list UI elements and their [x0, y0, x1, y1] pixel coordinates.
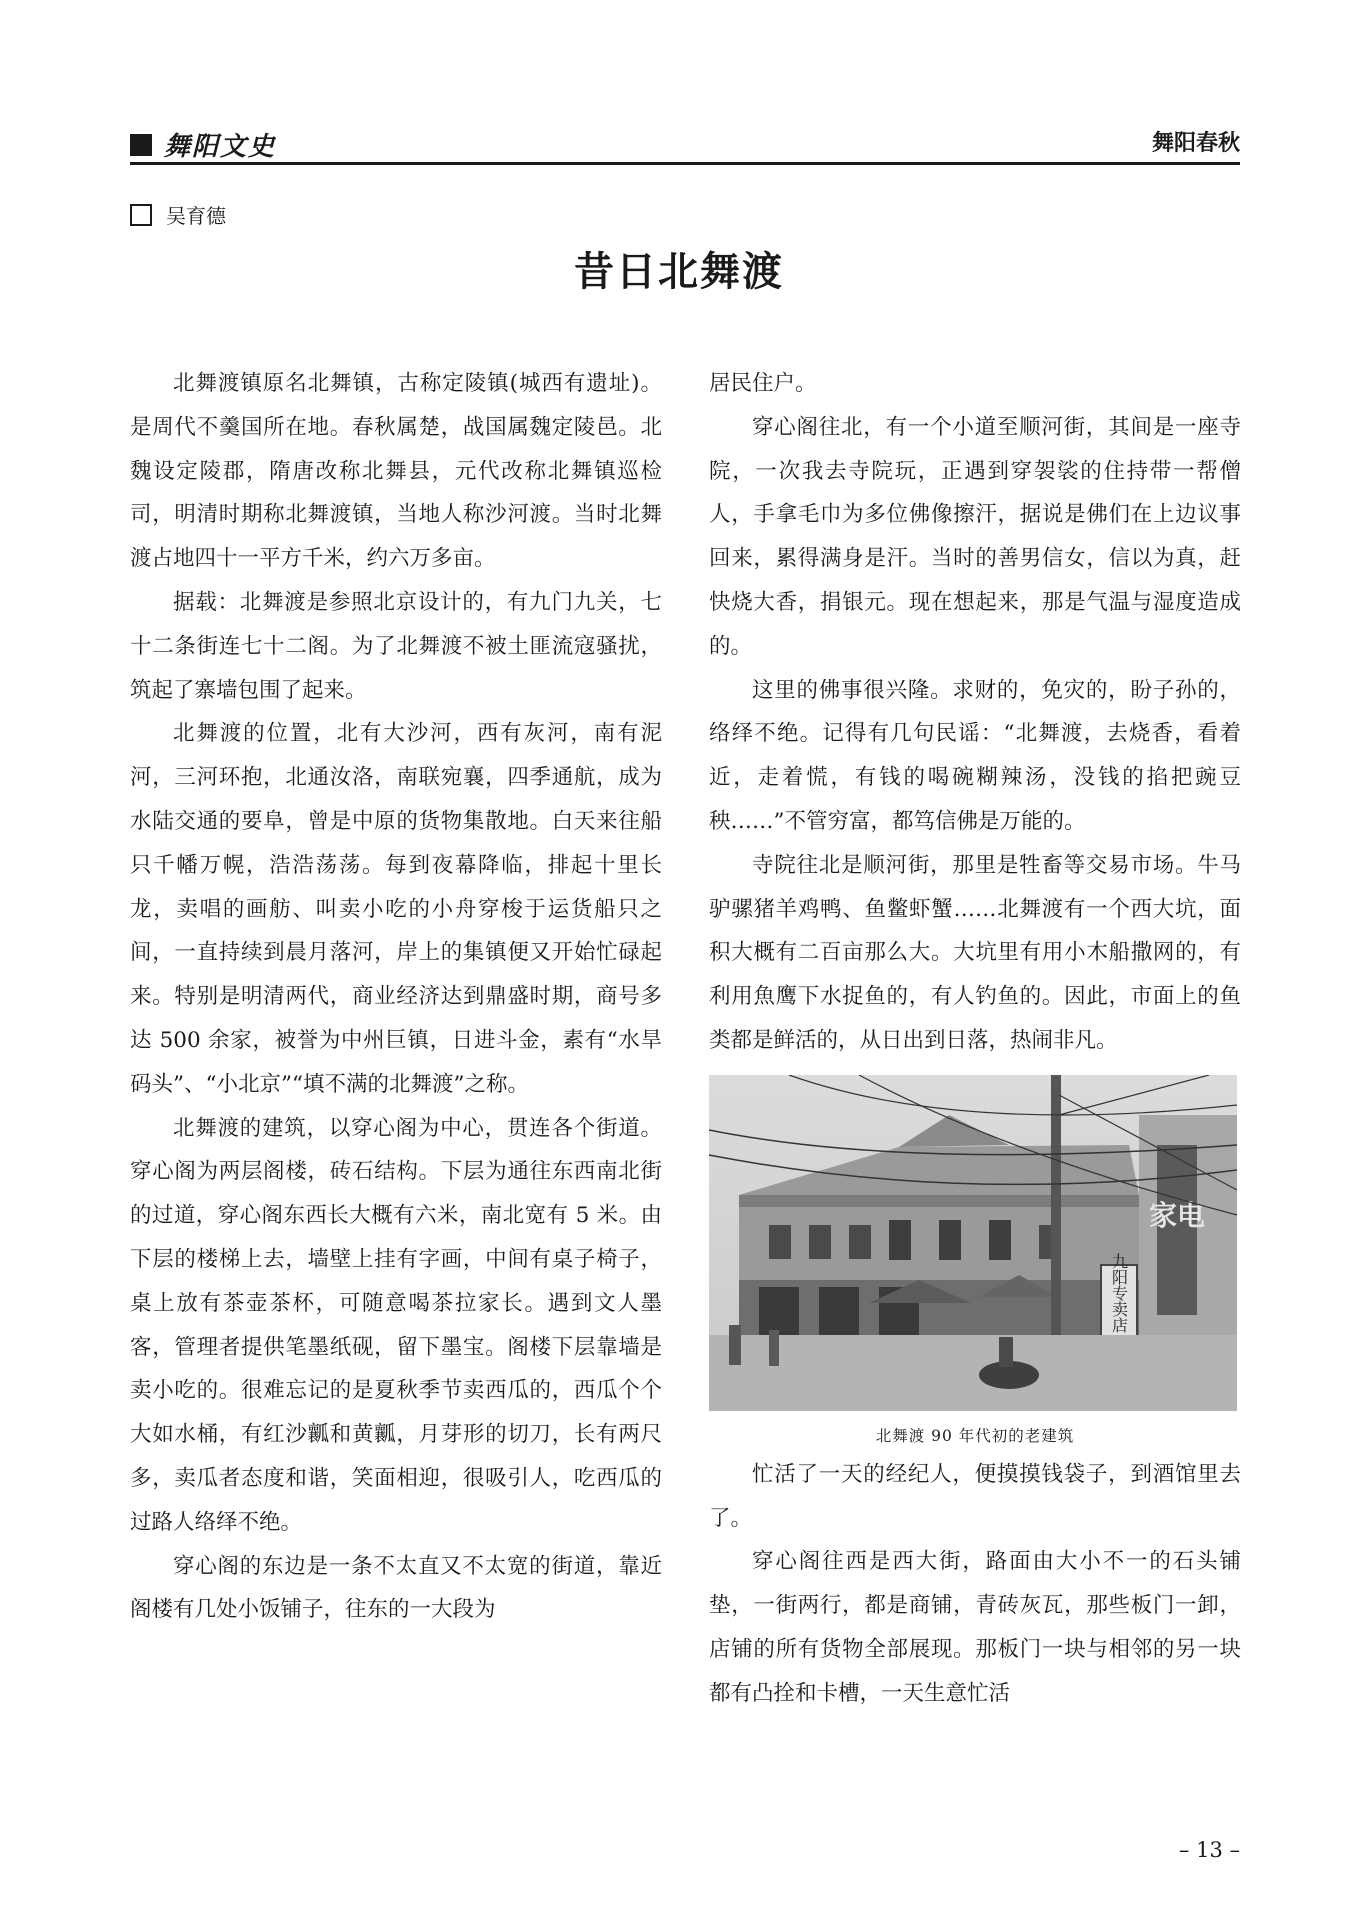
paragraph: 北舞渡的建筑，以穿心阁为中心，贯连各个街道。穿心阁为两层阁楼，砖石结构。下层为通往东西南北街的过道，穿心阁东西长大概有六米，南北宽有 5 米。由下层的楼梯上去，墙壁上挂有字画，中间有桌子椅子，桌上放有茶壶茶杯，可随意喝茶拉家长。遇到文人墨客，管理者提供笔墨纸砚，留下墨宝。阁楼下层靠墙是卖小吃的。很难忘记的是夏秋季节卖西瓜的，西瓜个个大如水桶，有红沙瓤和黄瓤，月芽形的切刀，长有两尺多，卖瓜者态度和谐，笑面相迎，很吸引人，吃西瓜的过路人络绎不绝。	[130, 1115, 662, 1535]
sign-big-text: 家电	[1148, 1198, 1206, 1232]
street-photo	[709, 1075, 1237, 1411]
paragraph-continuation: 居民住户。	[709, 371, 817, 396]
paragraph: 穿心阁往北，有一个小道至顺河街，其间是一座寺院，一次我去寺院玩，正遇到穿袈裟的住持带一帮僧人，手拿毛巾为多位佛像擦汗，据说是佛们在上边议事回来，累得满身是汗。当时的善男信女，信以为真，赶快烧大香，捐银元。现在想起来，那是气温与湿度造成的。	[709, 414, 1241, 659]
paragraph: 北舞渡镇原名北舞镇，古称定陵镇(城西有遗址)。是周代不羹国所在地。春秋属楚，战国属魏定陵邑。北魏设定陵郡，隋唐改称北舞县，元代改称北舞镇巡检司，明清时期称北舞渡镇，当地人称沙河渡。当时北舞渡占地四十一平方千米，约六万多亩。	[130, 371, 662, 572]
author-box-icon	[130, 204, 152, 226]
author-line	[130, 200, 226, 229]
page-header	[130, 124, 1240, 164]
sign-text: 九阳专卖店	[1109, 1252, 1129, 1333]
right-column	[709, 362, 1241, 1716]
left-column	[130, 362, 662, 1632]
article-title: 昔日北舞渡	[574, 249, 784, 295]
paragraph: 据载：北舞渡是参照北京设计的，有九门九关，七十二条街连七十二阁。为了北舞渡不被土匪流寇骚扰，筑起了寨墙包围了起来。	[130, 589, 662, 703]
old-building-image	[709, 1075, 1237, 1411]
header-rule	[130, 162, 1240, 165]
paragraph: 穿心阁往西是西大街，路面由大小不一的石头铺垫，一街两行，都是商铺，青砖灰瓦，那些板门一卸，店铺的所有货物全部展现。那板门一块与相邻的另一块都有凸拴和卡槽，一天生意忙活	[709, 1549, 1241, 1706]
page-number: – 13 –	[1178, 1838, 1240, 1862]
paragraph: 这里的佛事很兴隆。求财的，免灾的，盼子孙的，络绎不绝。记得有几句民谣：“北舞渡，去烧香，看着近，走着慌，有钱的喝碗糊辣汤，没钱的掐把豌豆秧……”不管穷富，都笃信佛是万能的。	[709, 677, 1241, 834]
journal-name: 舞阳文史	[164, 132, 277, 162]
section-name: 舞阳春秋	[1151, 131, 1240, 156]
header-square-icon	[130, 134, 152, 156]
paragraph: 寺院往北是顺河街，那里是牲畜等交易市场。牛马驴骡猪羊鸡鸭、鱼鳖虾蟹……北舞渡有一个西大坑，面积大概有二百亩那么大。大坑里有用小木船撒网的，有利用魚鹰下水捉鱼的，有人钓鱼的。因此，市面上的鱼类都是鲜活的，从日出到日落，热闹非凡。	[709, 852, 1241, 1053]
author-name: 吴育德	[166, 204, 226, 228]
photo-caption: 北舞渡 90 年代初的老建筑	[875, 1426, 1075, 1445]
paragraph: 穿心阁的东边是一条不太直又不太宽的街道，靠近阁楼有几处小饭铺子，往东的一大段为	[130, 1553, 662, 1623]
header-left	[130, 126, 276, 163]
paragraph: 北舞渡的位置，北有大沙河，西有灰河，南有泥河，三河环抱，北通汝洛，南联宛襄，四季通航，成为水陆交通的要阜，曾是中原的货物集散地。白天来往船只千幡万幌，浩浩荡荡。每到夜幕降临，排起十里长龙，卖唱的画舫、叫卖小吃的小舟穿梭于运货船只之间，一直持续到晨月落河，岸上的集镇便又开始忙碌起来。特别是明清两代，商业经济达到鼎盛时期，商号多达 500 余家，被誉为中州巨镇，日进斗金，素有“水旱码头”、“小北京”“填不满的北舞渡”之称。	[130, 721, 662, 1097]
paragraph: 忙活了一天的经纪人，便摸摸钱袋子，到酒馆里去了。	[709, 1461, 1241, 1531]
